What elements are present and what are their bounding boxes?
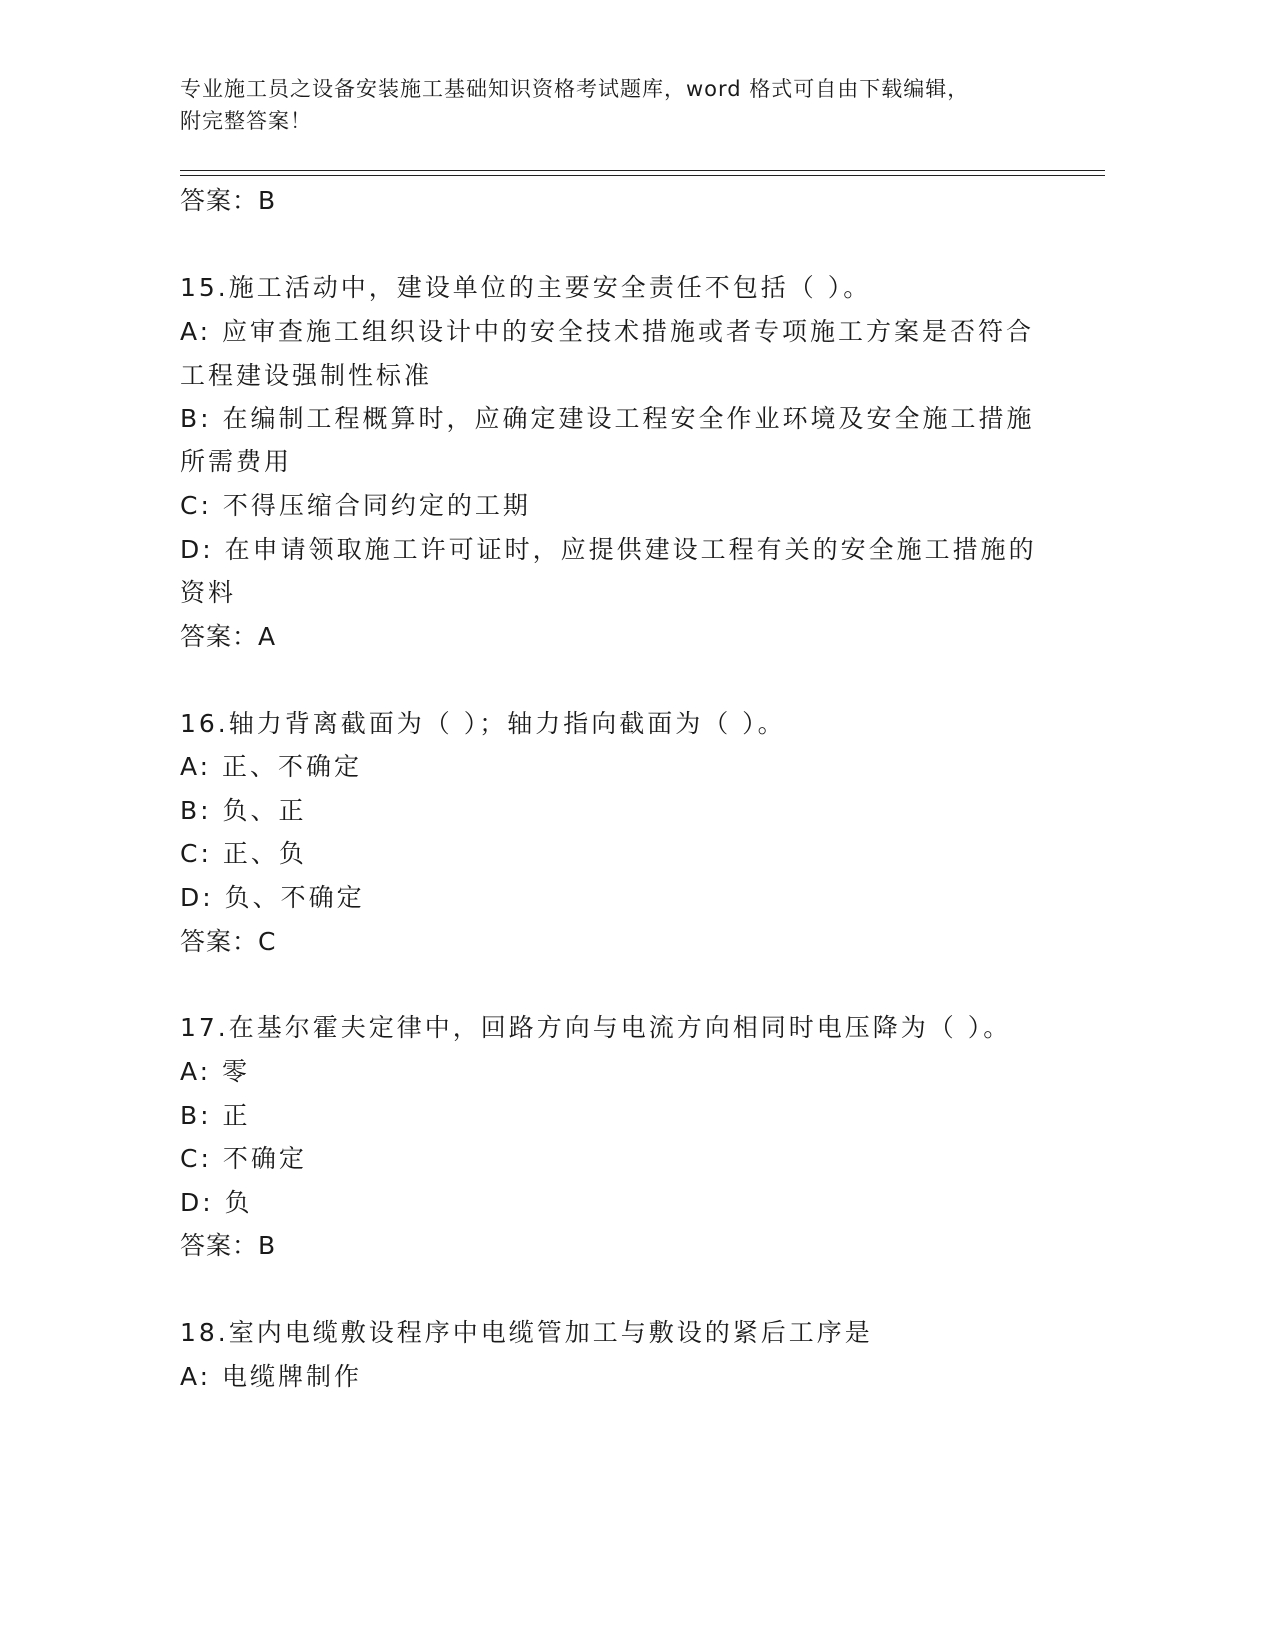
header-line-2: 附完整答案！ bbox=[180, 109, 312, 133]
question-15-option-a-line-2: 工程建设强制性标准 bbox=[180, 361, 433, 390]
question-16-option-a: A: 正、不确定 bbox=[180, 752, 363, 781]
question-15-option-c: C: 不得压缩合同约定的工期 bbox=[180, 491, 531, 520]
question-15-option-b-line-1: B: 在编制工程概算时，应确定建设工程安全作业环境及安全施工措施 bbox=[180, 404, 1035, 433]
question-18-stem: 18.室内电缆敷设程序中电缆管加工与敷设的紧后工序是 bbox=[180, 1318, 873, 1347]
question-16-option-b: B: 负、正 bbox=[180, 796, 307, 825]
question-16-answer: 答案：C bbox=[180, 927, 277, 956]
header-divider-bottom bbox=[180, 175, 1105, 176]
question-17-answer: 答案：B bbox=[180, 1231, 277, 1260]
question-18-option-a: A: 电缆牌制作 bbox=[180, 1362, 363, 1391]
answer-prev: 答案：B bbox=[180, 186, 277, 215]
question-15-option-d-line-1: D: 在申请领取施工许可证时，应提供建设工程有关的安全施工措施的 bbox=[180, 535, 1037, 564]
question-17-stem: 17.在基尔霍夫定律中，回路方向与电流方向相同时电压降为（ ）。 bbox=[180, 1013, 1012, 1042]
question-17-option-c: C: 不确定 bbox=[180, 1144, 307, 1173]
question-15-stem: 15.施工活动中，建设单位的主要安全责任不包括（ ）。 bbox=[180, 273, 872, 302]
question-15-answer: 答案：A bbox=[180, 622, 277, 651]
question-17-option-d: D: 负 bbox=[180, 1188, 253, 1217]
header-line-1: 专业施工员之设备安装施工基础知识资格考试题库，word 格式可自由下载编辑， bbox=[180, 77, 970, 101]
question-15-option-b-line-2: 所需费用 bbox=[180, 447, 293, 476]
header-divider-top bbox=[180, 170, 1105, 171]
document-header bbox=[180, 73, 1060, 137]
question-16-option-c: C: 正、负 bbox=[180, 839, 307, 868]
question-15-option-d-line-2: 资料 bbox=[180, 578, 237, 607]
question-16-option-d: D: 负、不确定 bbox=[180, 883, 365, 912]
question-16-stem: 16.轴力背离截面为（ ）；轴力指向截面为（ ）。 bbox=[180, 709, 786, 738]
question-15-option-a-line-1: A: 应审查施工组织设计中的安全技术措施或者专项施工方案是否符合 bbox=[180, 317, 1035, 346]
question-17-option-b: B: 正 bbox=[180, 1101, 251, 1130]
question-17-option-a: A: 零 bbox=[180, 1057, 251, 1086]
